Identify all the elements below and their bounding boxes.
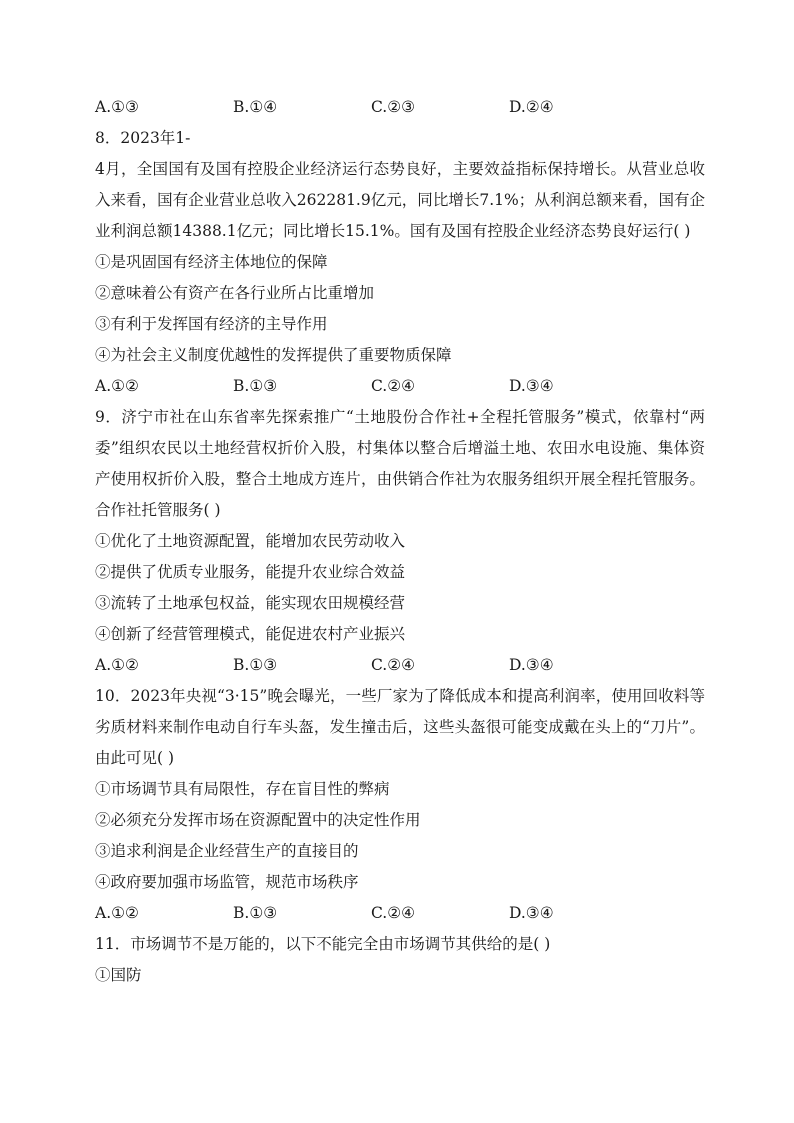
q10-options — [95, 898, 705, 929]
q10-option-c: C.②④ — [371, 904, 416, 922]
document-page — [95, 92, 705, 991]
q7-option-d: D.②④ — [509, 98, 554, 116]
q10-option-d: D.③④ — [509, 904, 554, 922]
q9-option-d: D.③④ — [509, 656, 554, 674]
q9-item-4: ④创新了经营管理模式，能促进农村产业振兴 — [95, 625, 406, 643]
q8-stem: 4月，全国国有及国有控股企业经济运行态势良好，主要效益指标保持增长。从营业总收入来看，国有企业营业总收入262281.9亿元，同比增长7.1%；从利润总额来看，国有企业利润总额14388.1亿元；同比增长15.1%。国有及国有控股企业经济态势良好运行( ) — [95, 160, 705, 240]
q10-item-1: ①市场调节具有局限性，存在盲目性的弊病 — [95, 780, 390, 798]
q11-stem: 11．市场调节不是万能的，以下不能完全由市场调节其供给的是( ) — [95, 935, 551, 953]
q8-option-d: D.③④ — [509, 377, 554, 395]
q10-item-4: ④政府要加强市场监管，规范市场秩序 — [95, 873, 359, 891]
q8-option-c: C.②④ — [371, 377, 416, 395]
q8-number: 8．2023年1- — [95, 129, 191, 147]
q10-option-a: A.①② — [95, 904, 139, 922]
q11-item-1: ①国防 — [95, 966, 142, 984]
q9-item-2: ②提供了优质专业服务，能提升农业综合效益 — [95, 563, 406, 581]
q8-item-3: ③有利于发挥国有经济的主导作用 — [95, 315, 328, 333]
q9-item-1: ①优化了土地资源配置，能增加农民劳动收入 — [95, 532, 406, 550]
q7-option-b: B.①④ — [233, 98, 278, 116]
q10-item-2: ②必须充分发挥市场在资源配置中的决定性作用 — [95, 811, 421, 829]
q9-item-3: ③流转了土地承包权益，能实现农田规模经营 — [95, 594, 406, 612]
q7-option-a: A.①③ — [95, 98, 139, 116]
q8-item-1: ①是巩固国有经济主体地位的保障 — [95, 253, 328, 271]
q9-option-a: A.①② — [95, 656, 139, 674]
q10-stem: 10．2023年央视“3·15”晚会曝光，一些厂家为了降低成本和提高利润率，使用回收料等劣质材料来制作电动自行车头盔，发生撞击后，这些头盔很可能变成戴在头上的“刀片”。由此可见( ) — [95, 687, 705, 767]
q8-item-2: ②意味着公有资产在各行业所占比重增加 — [95, 284, 375, 302]
q8-options — [95, 371, 705, 402]
q9-option-b: B.①③ — [233, 656, 278, 674]
q9-options — [95, 650, 705, 681]
q10-option-b: B.①③ — [233, 904, 278, 922]
q10-item-3: ③追求利润是企业经营生产的直接目的 — [95, 842, 359, 860]
q7-options — [95, 92, 705, 123]
q9-option-c: C.②④ — [371, 656, 416, 674]
q8-option-b: B.①③ — [233, 377, 278, 395]
q8-item-4: ④为社会主义制度优越性的发挥提供了重要物质保障 — [95, 346, 452, 364]
q7-option-c: C.②③ — [371, 98, 416, 116]
q8-option-a: A.①② — [95, 377, 139, 395]
q9-stem: 9．济宁市社在山东省率先探索推广“土地股份合作社+全程托管服务”模式，依靠村“两委”组织农民以土地经营权折价入股，村集体以整合后增溢土地、农田水电设施、集体资产使用权折价入股，整合土地成方连片，由供销合作社为农服务组织开展全程托管服务。合作社托管服务( ) — [95, 408, 705, 519]
